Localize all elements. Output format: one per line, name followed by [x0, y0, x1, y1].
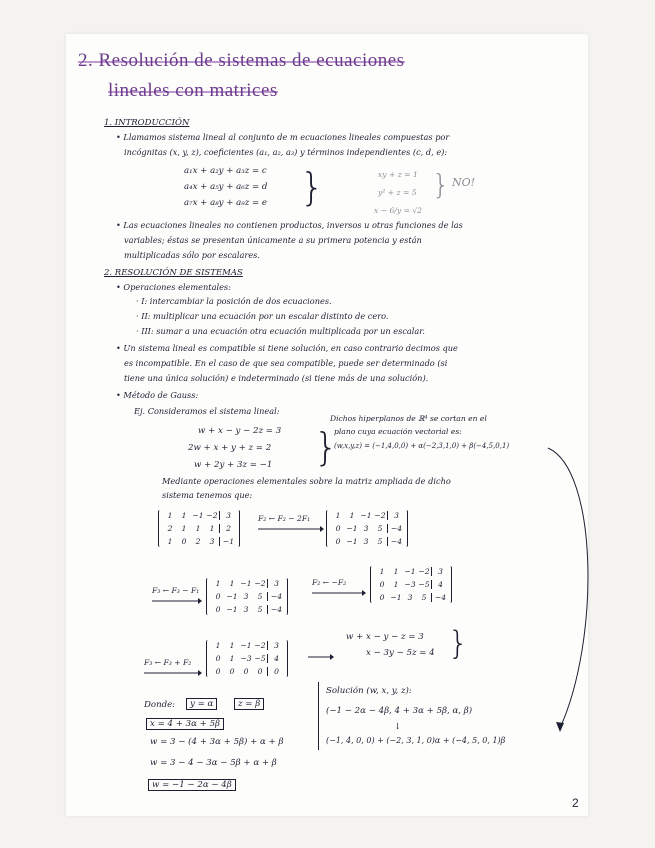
matrix-cell: −1 [390, 593, 402, 602]
system-equation: w + 2y + 3z = −1 [194, 460, 273, 470]
matrix-cell: 1 [379, 567, 385, 576]
row-operation: F₂ ← −F₂ [312, 578, 347, 587]
matrix-cell: 0 [379, 593, 385, 602]
matrix-cell: −4 [387, 537, 403, 546]
matrix-cell: 3 [387, 511, 403, 520]
matrix-cell: −4 [267, 592, 283, 601]
text-line: incógnitas (x, y, z), coeficientes (a₁, a₂, a₃) y términos independientes (c, d, e): [124, 147, 448, 157]
equation: a₄x + a₅y + a₆z = d [184, 182, 268, 192]
matrix-cell: 0 [215, 654, 221, 663]
matrix-cell: −1 [346, 524, 358, 533]
text-line: • Llamamos sistema lineal al conjunto de m ecuaciones lineales compuestas por [116, 132, 450, 142]
matrix-cell: 3 [209, 537, 215, 546]
matrix-cell: 0 [243, 667, 249, 676]
matrix-cell: 3 [243, 592, 249, 601]
system-equation: 2w + x + y + z = 2 [188, 443, 272, 453]
brace: } [448, 624, 469, 662]
brace: } [314, 425, 339, 469]
solution-vector: (−1, 4, 0, 0) + (−2, 3, 1, 0)α + (−4, 5, 0, 1)β [326, 736, 506, 745]
matrix-cell: 5 [257, 605, 263, 614]
matrix-cell: 5 [377, 524, 383, 533]
section-heading-intro: 1. INTRODUCCIÓN [104, 118, 190, 128]
equation: a₇x + a₈y + a₉z = e [184, 198, 268, 208]
matrix-cell: −5 [254, 654, 266, 663]
param-z: z = β [234, 698, 264, 710]
matrix-cell: 3 [243, 605, 249, 614]
operation-item: · II: multiplicar una ecuación por un escalar distinto de cero. [136, 311, 389, 321]
text-line: • Operaciones elementales: [116, 282, 231, 292]
text-line: • Las ecuaciones lineales no contienen productos, inversos u otras funciones de las [116, 220, 463, 230]
w-step: w = 3 − 4 − 3α − 5β + α + β [150, 758, 277, 768]
matrix-cell: 3 [219, 511, 235, 520]
w-result: w = −1 − 2α − 4β [148, 779, 236, 791]
matrix-cell: −1 [192, 511, 204, 520]
matrix-cell: 1 [167, 511, 173, 520]
matrix-cell: −4 [431, 593, 447, 602]
title-line-2: lineales con matrices [108, 80, 278, 101]
matrix-cell: 1 [393, 580, 399, 589]
non-example: x − 6/y = √2 [374, 206, 423, 215]
matrix-cell: 3 [407, 593, 413, 602]
matrix-cell: 1 [181, 511, 187, 520]
page-number: 2 [572, 796, 579, 810]
matrix-cell: −2 [206, 511, 218, 520]
matrix-cell: 0 [215, 667, 221, 676]
text-line: tiene una única solución) e indeterminado (si tiene más de una solución). [124, 373, 429, 383]
solution-title: Solución (w, x, y, z): [326, 686, 412, 696]
section-heading-resolucion: 2. RESOLUCIÓN DE SISTEMAS [104, 268, 243, 278]
text-line: multiplicadas sólo por escalares. [124, 250, 260, 260]
x-expression: x = 4 + 3α + 5β [146, 718, 224, 730]
operation-item: · III: sumar a una ecuación otra ecuación multiplicada por un escalar. [136, 326, 425, 336]
text-line: Mediante operaciones elementales sobre la matriz ampliada de dicho [162, 476, 451, 486]
matrix-cell: 0 [257, 667, 263, 676]
matrix-cell: 0 [215, 605, 221, 614]
matrix-cell: −1 [219, 537, 235, 546]
reduced-equation: x − 3y − 5z = 4 [366, 648, 435, 658]
matrix-cell: 1 [167, 537, 173, 546]
non-example: y² + z = 5 [378, 188, 417, 197]
matrix-cell: 0 [215, 592, 221, 601]
matrix-cell: 1 [229, 579, 235, 588]
text-line: • Método de Gauss: [116, 390, 199, 400]
row-operation: F₃ ← F₃ + F₂ [144, 658, 192, 667]
matrix-cell: −1 [226, 592, 238, 601]
reduced-equation: w + x − y − z = 3 [346, 632, 424, 642]
down-arrow-icon: ↓ [394, 722, 402, 732]
note-line: (w,x,y,z) = (−1,4,0,0) + α(−2,3,1,0) + β(−4,5,0,1) [334, 442, 510, 450]
row-operation: F₂ ← F₂ − 2F₁ [258, 514, 311, 523]
matrix-cell: −1 [226, 605, 238, 614]
matrix-cell: −4 [267, 605, 283, 614]
matrix-cell: 5 [257, 592, 263, 601]
matrix-cell: 1 [215, 641, 221, 650]
matrix-cell: 2 [167, 524, 173, 533]
matrix-cell: −2 [374, 511, 386, 520]
matrix-cell: −3 [240, 654, 252, 663]
matrix-cell: 0 [335, 524, 341, 533]
matrix-cell: −1 [360, 511, 372, 520]
matrix-cell: 1 [209, 524, 215, 533]
matrix-cell: −1 [346, 537, 358, 546]
matrix-cell: 0 [379, 580, 385, 589]
matrix-cell: 1 [195, 524, 201, 533]
matrix-cell: 1 [349, 511, 355, 520]
operation-item: · I: intercambiar la posición de dos ecuaciones. [136, 296, 332, 306]
no-label: NO! [452, 176, 476, 189]
matrix-cell: 3 [363, 524, 369, 533]
matrix-cell: 0 [335, 537, 341, 546]
matrix-cell: 4 [267, 654, 283, 663]
matrix-cell: −5 [418, 580, 430, 589]
text-line: sistema tenemos que: [162, 490, 253, 500]
matrix-cell: −2 [254, 579, 266, 588]
w-step: w = 3 − (4 + 3α + 5β) + α + β [150, 737, 284, 747]
matrix-cell: 3 [363, 537, 369, 546]
note-line: plano cuya ecuación vectorial es: [334, 427, 462, 436]
matrix-cell: 2 [219, 524, 235, 533]
matrix-cell: 0 [229, 667, 235, 676]
matrix-cell: 1 [181, 524, 187, 533]
matrix-cell: 3 [267, 579, 283, 588]
matrix-cell: 1 [229, 641, 235, 650]
donde-label: Donde: [144, 700, 176, 710]
brace: } [300, 165, 325, 209]
matrix-cell: −1 [240, 579, 252, 588]
text-line: • Un sistema lineal es compatible si tiene solución, en caso contrario decimos que [116, 343, 458, 353]
solution-expression: (−1 − 2α − 4β, 4 + 3α + 5β, α, β) [326, 706, 473, 716]
equation: a₁x + a₂y + a₃z = c [184, 166, 267, 176]
matrix-cell: 1 [229, 654, 235, 663]
matrix-cell: 2 [195, 537, 201, 546]
matrix-cell: −2 [418, 567, 430, 576]
matrix-cell: 3 [431, 567, 447, 576]
matrix-cell: 0 [267, 667, 283, 676]
matrix-cell: 5 [421, 593, 427, 602]
text-line: variables; éstas se presentan únicamente a su primera potencia y están [124, 235, 422, 245]
matrix-cell: 0 [181, 537, 187, 546]
title-line-1: 2. Resolución de sistemas de ecuaciones [78, 50, 405, 71]
text-line: es incompatible. En el caso de que sea compatible, puede ser determinado (si [124, 358, 448, 368]
matrix-cell: 1 [335, 511, 341, 520]
param-y: y = α [186, 698, 217, 710]
matrix-cell: −1 [240, 641, 252, 650]
row-operation: F₃ ← F₃ − F₁ [152, 586, 200, 595]
matrix-cell: −3 [404, 580, 416, 589]
matrix-cell: −4 [387, 524, 403, 533]
matrix-cell: 3 [267, 641, 283, 650]
non-example: xy + z = 1 [378, 170, 418, 179]
brace-grey: } [432, 168, 450, 201]
matrix-cell: 1 [215, 579, 221, 588]
matrix-cell: −1 [404, 567, 416, 576]
matrix-cell: 1 [393, 567, 399, 576]
matrix-cell: 5 [377, 537, 383, 546]
note-line: Dichos hiperplanos de ℝ⁴ se cortan en el [330, 414, 487, 423]
system-equation: w + x − y − 2z = 3 [198, 426, 282, 436]
matrix-cell: −2 [254, 641, 266, 650]
matrix-cell: 4 [431, 580, 447, 589]
text-line: Ej. Consideramos el sistema lineal: [134, 406, 280, 416]
